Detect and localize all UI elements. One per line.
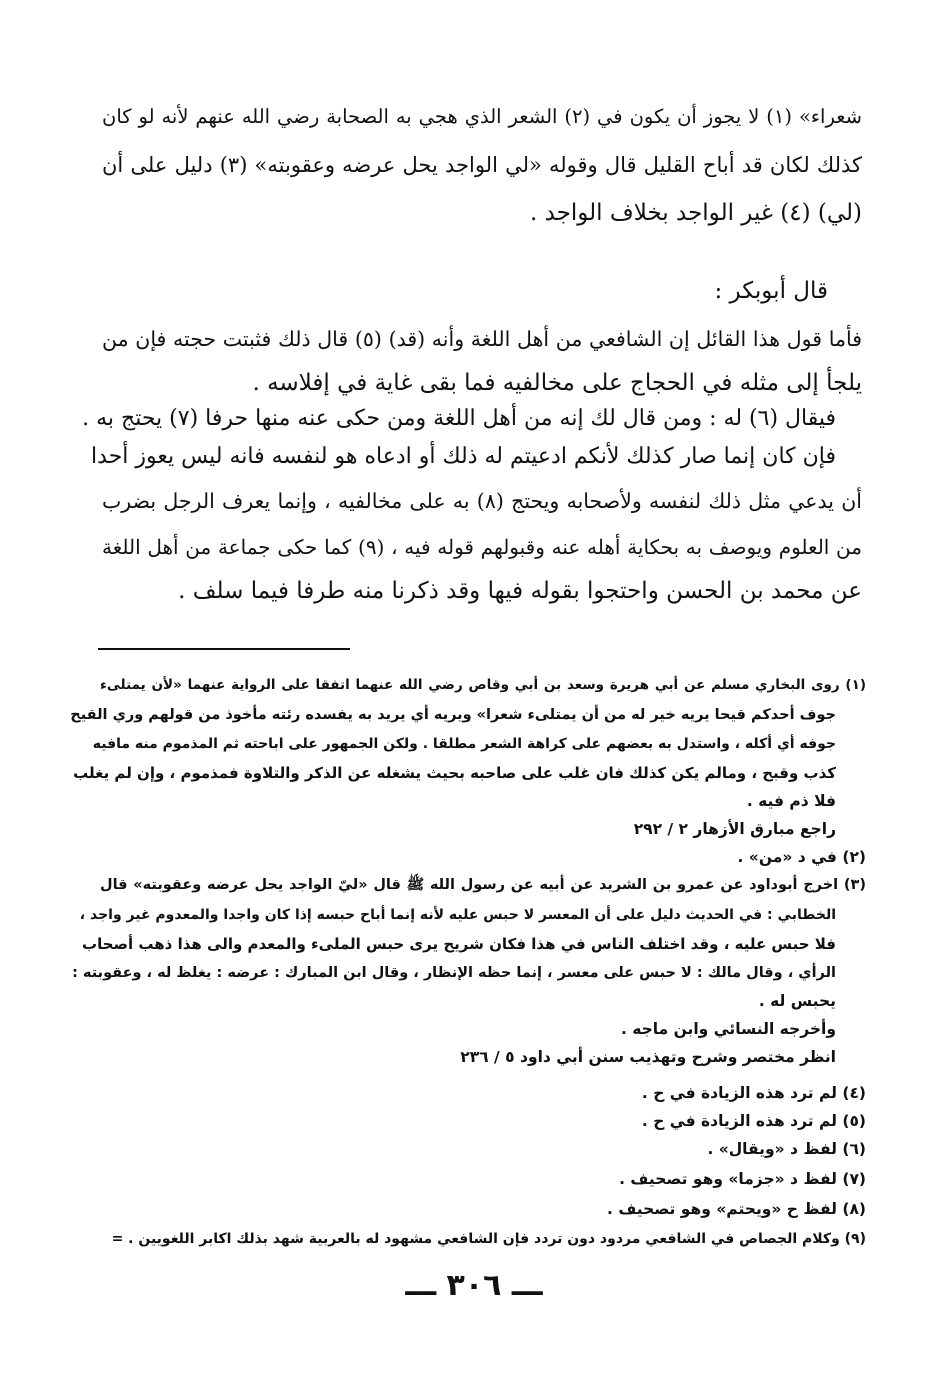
footnote-line: جوفه أي أكله ، واستدل به بعضهم على كراهة الشعر مطلقا . ولكن الجمهور على اباحته ثم المذموم منه مافيه bbox=[92, 736, 836, 752]
main-line: فيقال (٦) له : ومن قال لك إنه من أهل اللغة ومن حكى عنه منها حرفا (٧) يحتج به . bbox=[82, 406, 836, 431]
footnote-separator bbox=[98, 648, 350, 650]
main-line: شعراء» (١) لا يجوز أن يكون في (٢) الشعر الذي هجي به الصحابة رضي الله عنهم لأنه لو كان bbox=[102, 105, 862, 128]
footnote-line: (٣) اخرج أبوداود عن عمرو بن الشريد عن أبيه عن رسول الله ﷺ قال «ليّ الواجد يحل عرضه وعقوبته» قال bbox=[100, 877, 866, 893]
main-line: يلجأ إلى مثله في الحجاج على مخالفيه فما بقى غاية في إفلاسه . bbox=[252, 370, 862, 396]
footnote-line: راجع مبارق الأزهار ٢ / ٢٩٢ bbox=[633, 820, 836, 838]
main-line: فإن كان إنما صار كذلك لأنكم ادعيتم له ذلك أو ادعاه هو لنفسه فانه ليس يعوز أحدا bbox=[91, 444, 836, 469]
footnote-line: فلا ذم فيه . bbox=[746, 792, 836, 810]
footnote-line: (٥) لم ترد هذه الزيادة في ح . bbox=[641, 1112, 866, 1130]
footnote-line: يحبس له . bbox=[758, 992, 836, 1010]
footnote-line: فلا حبس عليه ، وقد اختلف الناس في هذا فكان شريح يرى حبس الملىء والمعدم والى هذا ذهب أصحاب bbox=[82, 935, 836, 953]
footnote-line: (٢) في د «من» . bbox=[737, 848, 866, 866]
section-heading: قال أبوبكر : bbox=[714, 278, 828, 304]
main-line: كذلك لكان قد أباح القليل قال وقوله «لي الواجد يحل عرضه وعقوبته» (٣) دليل على أن bbox=[102, 153, 863, 177]
main-line: عن محمد بن الحسن واحتجوا بقوله فيها وقد ذكرنا منه طرفا فيما سلف . bbox=[178, 578, 862, 604]
main-line: فأما قول هذا القائل إن الشافعي من أهل اللغة وأنه (قد) (٥) قال ذلك فثبتت حجته فإن من bbox=[102, 327, 862, 351]
footnote-line: (٤) لم ترد هذه الزيادة في ح . bbox=[641, 1084, 866, 1102]
main-line: أن يدعي مثل ذلك لنفسه ولأصحابه ويحتج (٨) به على مخالفيه ، وإنما يعرف الرجل بضرب bbox=[102, 489, 862, 513]
footnote-line: (٩) وكلام الجصاص في الشافعي مردود دون تردد فإن الشافعي مشهود له بالعربية شهد بذلك اكابر اللغويين . = bbox=[111, 1231, 866, 1247]
footnote-line: انظر مختصر وشرح وتهذيب سنن أبي داود ٥ / ٢٣٦ bbox=[460, 1048, 836, 1066]
page-number: ـــ ٣٠٦ ـــ bbox=[405, 1268, 543, 1303]
footnote-line: جوف أحدكم قيحا يريه خير له من أن يمتلىء شعرا» ويريه أي يريد به يفسده رئته مأخوذ من قولهم وري القيح bbox=[70, 707, 836, 723]
footnote-line: (٧) لفظ د «جزما» وهو تصحيف . bbox=[619, 1170, 866, 1188]
footnote-line: كذب وقبح ، ومالم يكن كذلك فان غلب على صاحبه بحيث يشغله عن الذكر والتلاوة فمذموم ، وإن لم يغلب bbox=[73, 764, 836, 782]
footnote-line: وأخرجه النسائي وابن ماجه . bbox=[620, 1020, 836, 1038]
footnote-line: (٨) لفظ ح «ويحتم» وهو تصحيف . bbox=[607, 1200, 866, 1218]
footnote-line: (٦) لفظ د «ويقال» . bbox=[707, 1140, 866, 1158]
main-line: (لي) (٤) غير الواجد بخلاف الواجد . bbox=[529, 200, 862, 226]
footnote-line: (١) روى البخاري مسلم عن أبي هريرة وسعد بن أبي وقاص رضي الله عنهما اتفقا على الرواية عنهما «لأن يمتلىء bbox=[100, 677, 866, 693]
footnote-line: الرأي ، وقال مالك : لا حبس على معسر ، إنما حظه الإنظار ، وقال ابن المبارك : عرضه : يغلظ له ، وعقوبته : bbox=[72, 965, 836, 981]
footnote-line: الخطابي : في الحديث دليل على أن المعسر لا حبس عليه لأنه إنما أباح حبسه إذا كان واجدا والمعدوم غير واجد ، bbox=[79, 907, 836, 923]
main-line: من العلوم ويوصف به بحكاية أهله عنه وقبولهم قوله فيه ، (٩) كما حكى جماعة من أهل اللغة bbox=[102, 535, 862, 559]
